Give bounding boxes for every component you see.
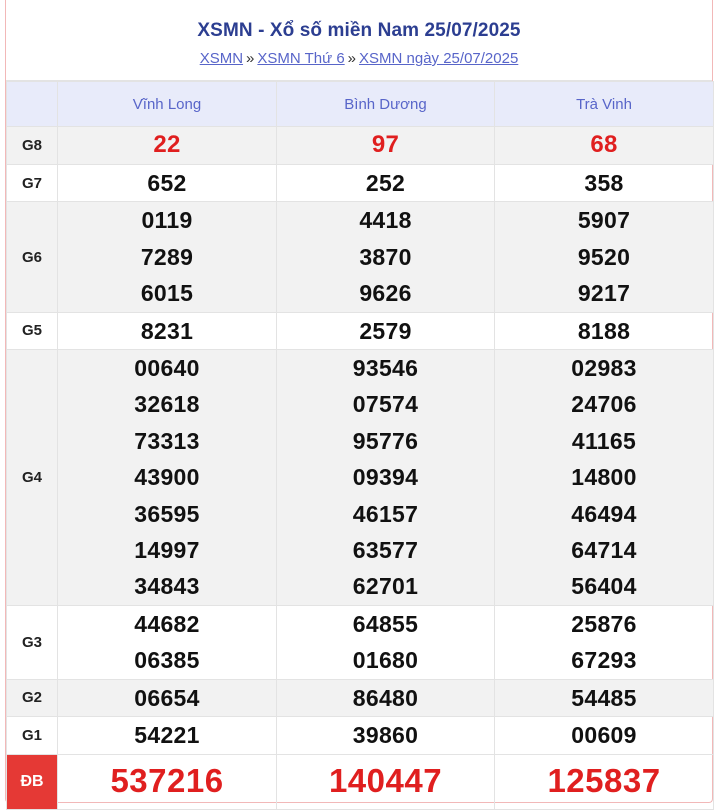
prize-rows — [7, 127, 714, 810]
prize-row-g2 — [7, 679, 714, 716]
province-header-row — [7, 82, 714, 127]
prize-number: 41165 — [571, 427, 637, 454]
prize-row-g7 — [7, 165, 714, 202]
prize-number: 252 — [365, 170, 406, 196]
prize-number: 56404 — [571, 573, 637, 600]
prize-number: 14800 — [571, 464, 637, 491]
prize-number: 95776 — [352, 427, 419, 454]
prize-cell — [495, 312, 714, 349]
prize-number: 14997 — [134, 537, 200, 564]
prize-cell — [277, 165, 495, 202]
province-binh-duong: Bình Dương — [277, 82, 495, 127]
prize-number: 68 — [590, 131, 618, 159]
prize-number: 125837 — [547, 762, 661, 800]
prize-number: 93546 — [352, 355, 419, 382]
prize-cell — [58, 202, 277, 312]
page-title: XSMN - Xổ số miền Nam 25/07/2025 — [197, 20, 521, 41]
prize-cell — [495, 679, 714, 716]
prize-number: 8188 — [577, 317, 631, 344]
prize-label: G2 — [7, 679, 58, 716]
prize-cell — [58, 717, 277, 754]
prize-number: 64855 — [352, 610, 419, 637]
results-header — [6, 0, 712, 81]
prize-number: 00640 — [134, 355, 200, 382]
results-table — [6, 81, 714, 810]
prize-number: 2579 — [359, 317, 412, 344]
prize-number: 63577 — [352, 537, 419, 564]
prize-number: 01680 — [352, 647, 419, 674]
breadcrumb-link-xsmn[interactable]: XSMN — [199, 50, 244, 67]
prize-cell — [58, 127, 277, 165]
prize-number: 7289 — [140, 243, 194, 270]
prize-label: G8 — [7, 127, 58, 165]
prize-number: 8231 — [140, 317, 194, 344]
prize-cell — [277, 350, 495, 606]
prize-cell — [277, 202, 495, 312]
prize-label: G5 — [7, 312, 58, 349]
prize-cell — [495, 165, 714, 202]
prize-number: 36595 — [134, 500, 200, 527]
prize-number: 54221 — [134, 722, 200, 749]
prize-row-g5 — [7, 312, 714, 349]
prize-number: 3870 — [359, 243, 412, 270]
prize-cell — [58, 754, 277, 809]
prize-number: 97 — [371, 131, 400, 159]
prize-number: 0119 — [141, 207, 193, 234]
prize-cell — [495, 350, 714, 606]
prize-label: G4 — [7, 350, 58, 606]
breadcrumb — [6, 50, 712, 67]
prize-row-g4 — [7, 350, 714, 606]
prize-number: 86480 — [352, 684, 419, 711]
prize-number: 652 — [147, 170, 187, 196]
prize-number: 54485 — [571, 684, 637, 711]
prize-cell — [58, 350, 277, 606]
prize-row-db — [7, 754, 714, 809]
prize-cell — [58, 312, 277, 349]
results-panel — [5, 0, 713, 803]
prize-number: 62701 — [352, 573, 419, 600]
prize-number: 00609 — [571, 722, 637, 749]
prize-cell — [277, 754, 495, 809]
prize-number: 06385 — [134, 647, 200, 674]
prize-label: G7 — [7, 165, 58, 202]
breadcrumb-link-xsmn-date[interactable]: XSMN ngày 25/07/2025 — [359, 50, 519, 67]
prize-cell — [495, 717, 714, 754]
prize-label: G3 — [7, 605, 58, 679]
breadcrumb-link-xsmn-thu-6[interactable]: XSMN Thứ 6 — [257, 50, 345, 67]
prize-number: 4418 — [359, 207, 412, 234]
prize-cell — [495, 127, 714, 165]
province-vinh-long: Vĩnh Long — [58, 82, 277, 127]
prize-number: 9626 — [359, 280, 412, 307]
prize-cell — [495, 754, 714, 809]
prize-label: G1 — [7, 717, 58, 754]
prize-cell — [277, 312, 495, 349]
prize-cell — [277, 679, 495, 716]
prize-cell — [58, 605, 277, 679]
prize-cell — [495, 605, 714, 679]
prize-number: 5907 — [577, 207, 631, 234]
prize-cell — [277, 605, 495, 679]
prize-number: 34843 — [134, 573, 200, 600]
breadcrumb-separator: » — [347, 50, 357, 67]
prize-number: 24706 — [571, 391, 637, 418]
prize-row-g6 — [7, 202, 714, 312]
prize-number: 32618 — [134, 391, 200, 418]
prize-number: 22 — [153, 131, 181, 159]
prize-number: 358 — [584, 170, 624, 196]
prize-number: 44682 — [134, 610, 200, 637]
prize-cell — [58, 679, 277, 716]
prize-number: 07574 — [352, 391, 419, 418]
prize-number: 09394 — [352, 464, 419, 491]
prize-row-g3 — [7, 605, 714, 679]
prize-number: 537216 — [110, 762, 224, 800]
prize-number: 140447 — [328, 762, 443, 800]
prize-row-g1 — [7, 717, 714, 754]
prize-number: 9217 — [577, 280, 631, 307]
prize-cell — [277, 127, 495, 165]
prize-number: 06654 — [134, 684, 200, 711]
prize-number: 39860 — [352, 722, 419, 749]
prize-number: 64714 — [571, 537, 637, 564]
prize-cell — [58, 165, 277, 202]
prize-number: 73313 — [134, 427, 200, 454]
prize-cell — [495, 202, 714, 312]
prize-number: 43900 — [134, 464, 200, 491]
prize-number: 25876 — [571, 610, 637, 637]
prize-row-g8 — [7, 127, 714, 165]
prize-number: 9520 — [577, 243, 631, 270]
prize-number: 67293 — [571, 647, 637, 674]
prize-label: ĐB — [7, 754, 58, 809]
corner-cell — [7, 82, 58, 127]
prize-number: 46494 — [571, 500, 637, 527]
province-tra-vinh: Trà Vinh — [495, 82, 714, 127]
prize-number: 46157 — [352, 500, 419, 527]
prize-label: G6 — [7, 202, 58, 312]
breadcrumb-separator: » — [246, 50, 255, 67]
prize-number: 6015 — [140, 280, 194, 307]
prize-number: 02983 — [571, 355, 637, 382]
prize-cell — [277, 717, 495, 754]
